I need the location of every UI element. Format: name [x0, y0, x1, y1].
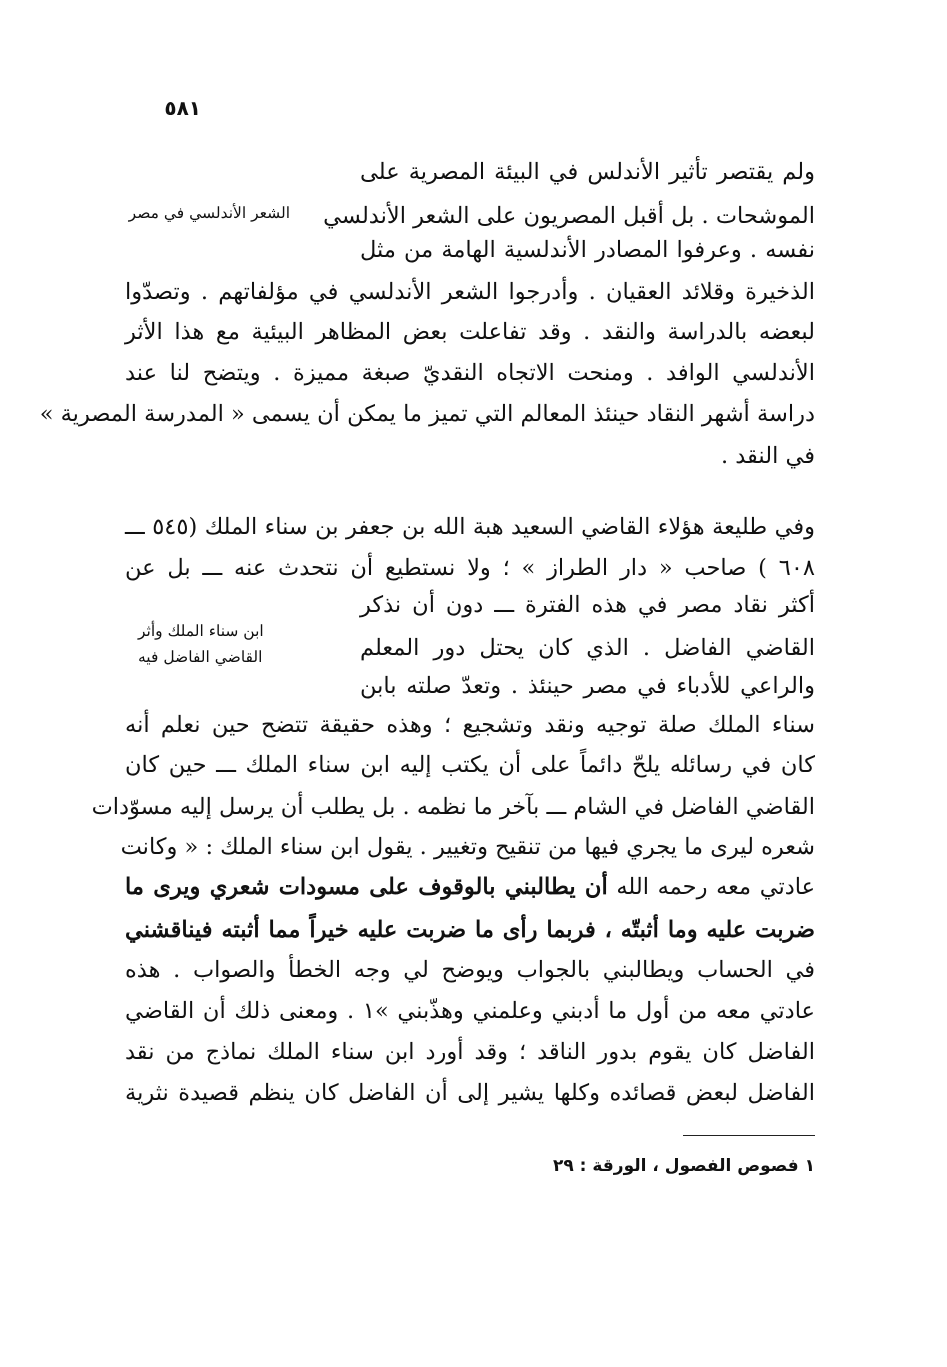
text-line: الفاضل كان يقوم بدور الناقد ؛ وقد أورد ابن سناء الملك نماذج من نقد	[125, 1039, 815, 1065]
quote-intro-text: عادتي معه رحمه الله	[607, 874, 816, 900]
text-line: شعره ليرى ما يجري فيها من تنقيح وتغيير . يقول ابن سناء الملك : « وكانت	[120, 834, 815, 860]
margin-note-andalusian-poetry	[128, 200, 290, 226]
text-line: وفي طليعة هؤلاء القاضي السعيد هبة الله بن جعفر بن سناء الملك (٥٤٥ ـــ	[125, 514, 815, 540]
text-line: الفاضل لبعض قصائده وكلها يشير إلى أن الفاضل كان ينظم قصيدة نثرية	[125, 1080, 815, 1106]
text-line: القاضي الفاضل . الذي كان يحتل دور المعلم	[360, 635, 815, 661]
text-line: في النقد .	[720, 443, 815, 469]
margin-note-line: ابن سناء الملك وأثر	[138, 622, 264, 640]
footnote-divider	[683, 1135, 815, 1136]
text-line: القاضي الفاضل في الشام ـــ بآخر ما نظمه . بل يطلب أن يرسل إليه مسوّدات	[91, 794, 815, 820]
text-line: في الحساب ويطالبني بالجواب ويوضح لي وجه الخطأ والصواب . هذه	[125, 957, 815, 983]
text-line: دراسة أشهر النقاد حينئذ المعالم التي تميز ما يمكن أن يسمى « المدرسة المصرية »	[39, 401, 815, 427]
text-line-quote-start	[125, 865, 815, 909]
margin-note-line: القاضي الفاضل فيه	[138, 648, 263, 666]
margin-note-line: الشعر الأندلسي في مصر	[128, 204, 290, 222]
text-line: والراعي للأدباء في مصر حينئذ . وتعدّ صلته بابن	[360, 673, 815, 699]
quote-bold-text: أن يطالبني بالوقوف على مسودات شعري ويرى ما	[125, 874, 608, 900]
text-line: نفسه . وعرفوا المصادر الأندلسية الهامة من مثل	[360, 237, 815, 263]
text-line: عادتي معه من أول ما أدبني وعلمني وهذّبني »١ . ومعنى ذلك أن القاضي	[125, 998, 815, 1024]
text-line: الذخيرة وقلائد العقيان . وأدرجوا الشعر الأندلسي في مؤلفاتهم . وتصدّوا	[125, 279, 815, 305]
text-line: سناء الملك صلة توجيه ونقد وتشجيع ؛ وهذه حقيقة تتضح حين نعلم أنه	[125, 712, 815, 738]
text-line: ٦٠٨ ) صاحب « دار الطراز » ؛ ولا نستطيع أن نتحدث عنه ـــ بل عن	[125, 555, 815, 581]
footnote: ١ فصوص الفصول ، الورقة : ٢٩	[552, 1156, 815, 1176]
page-number: ٥٨١	[164, 96, 201, 120]
margin-note-ibn-sana-al-mulk	[138, 618, 290, 670]
text-line-quote-bold: ضربت عليه وما أثبتّه ، فربما رأى ما ضربت عليه خيراً مما أثبته فيناقشني	[125, 917, 815, 943]
text-line: أكثر نقاد مصر في هذه الفترة ـــ دون أن نذكر	[360, 592, 815, 618]
text-line: الموشحات . بل أقبل المصريون على الشعر الأندلسي	[323, 203, 815, 229]
text-line: الأندلسي الوافد . ومنحت الاتجاه النقديّ صبغة مميزة . ويتضح لنا عند	[125, 360, 815, 386]
text-line: لبعضه بالدراسة والنقد . وقد تفاعلت بعض المظاهر البيئية مع هذا الأثر	[125, 319, 815, 345]
text-line: ولم يقتصر تأثير الأندلس في البيئة المصرية على	[360, 159, 815, 185]
text-line: كان في رسائله يلحّ دائماً على أن يكتب إليه ابن سناء الملك ـــ حين كان	[125, 752, 815, 778]
